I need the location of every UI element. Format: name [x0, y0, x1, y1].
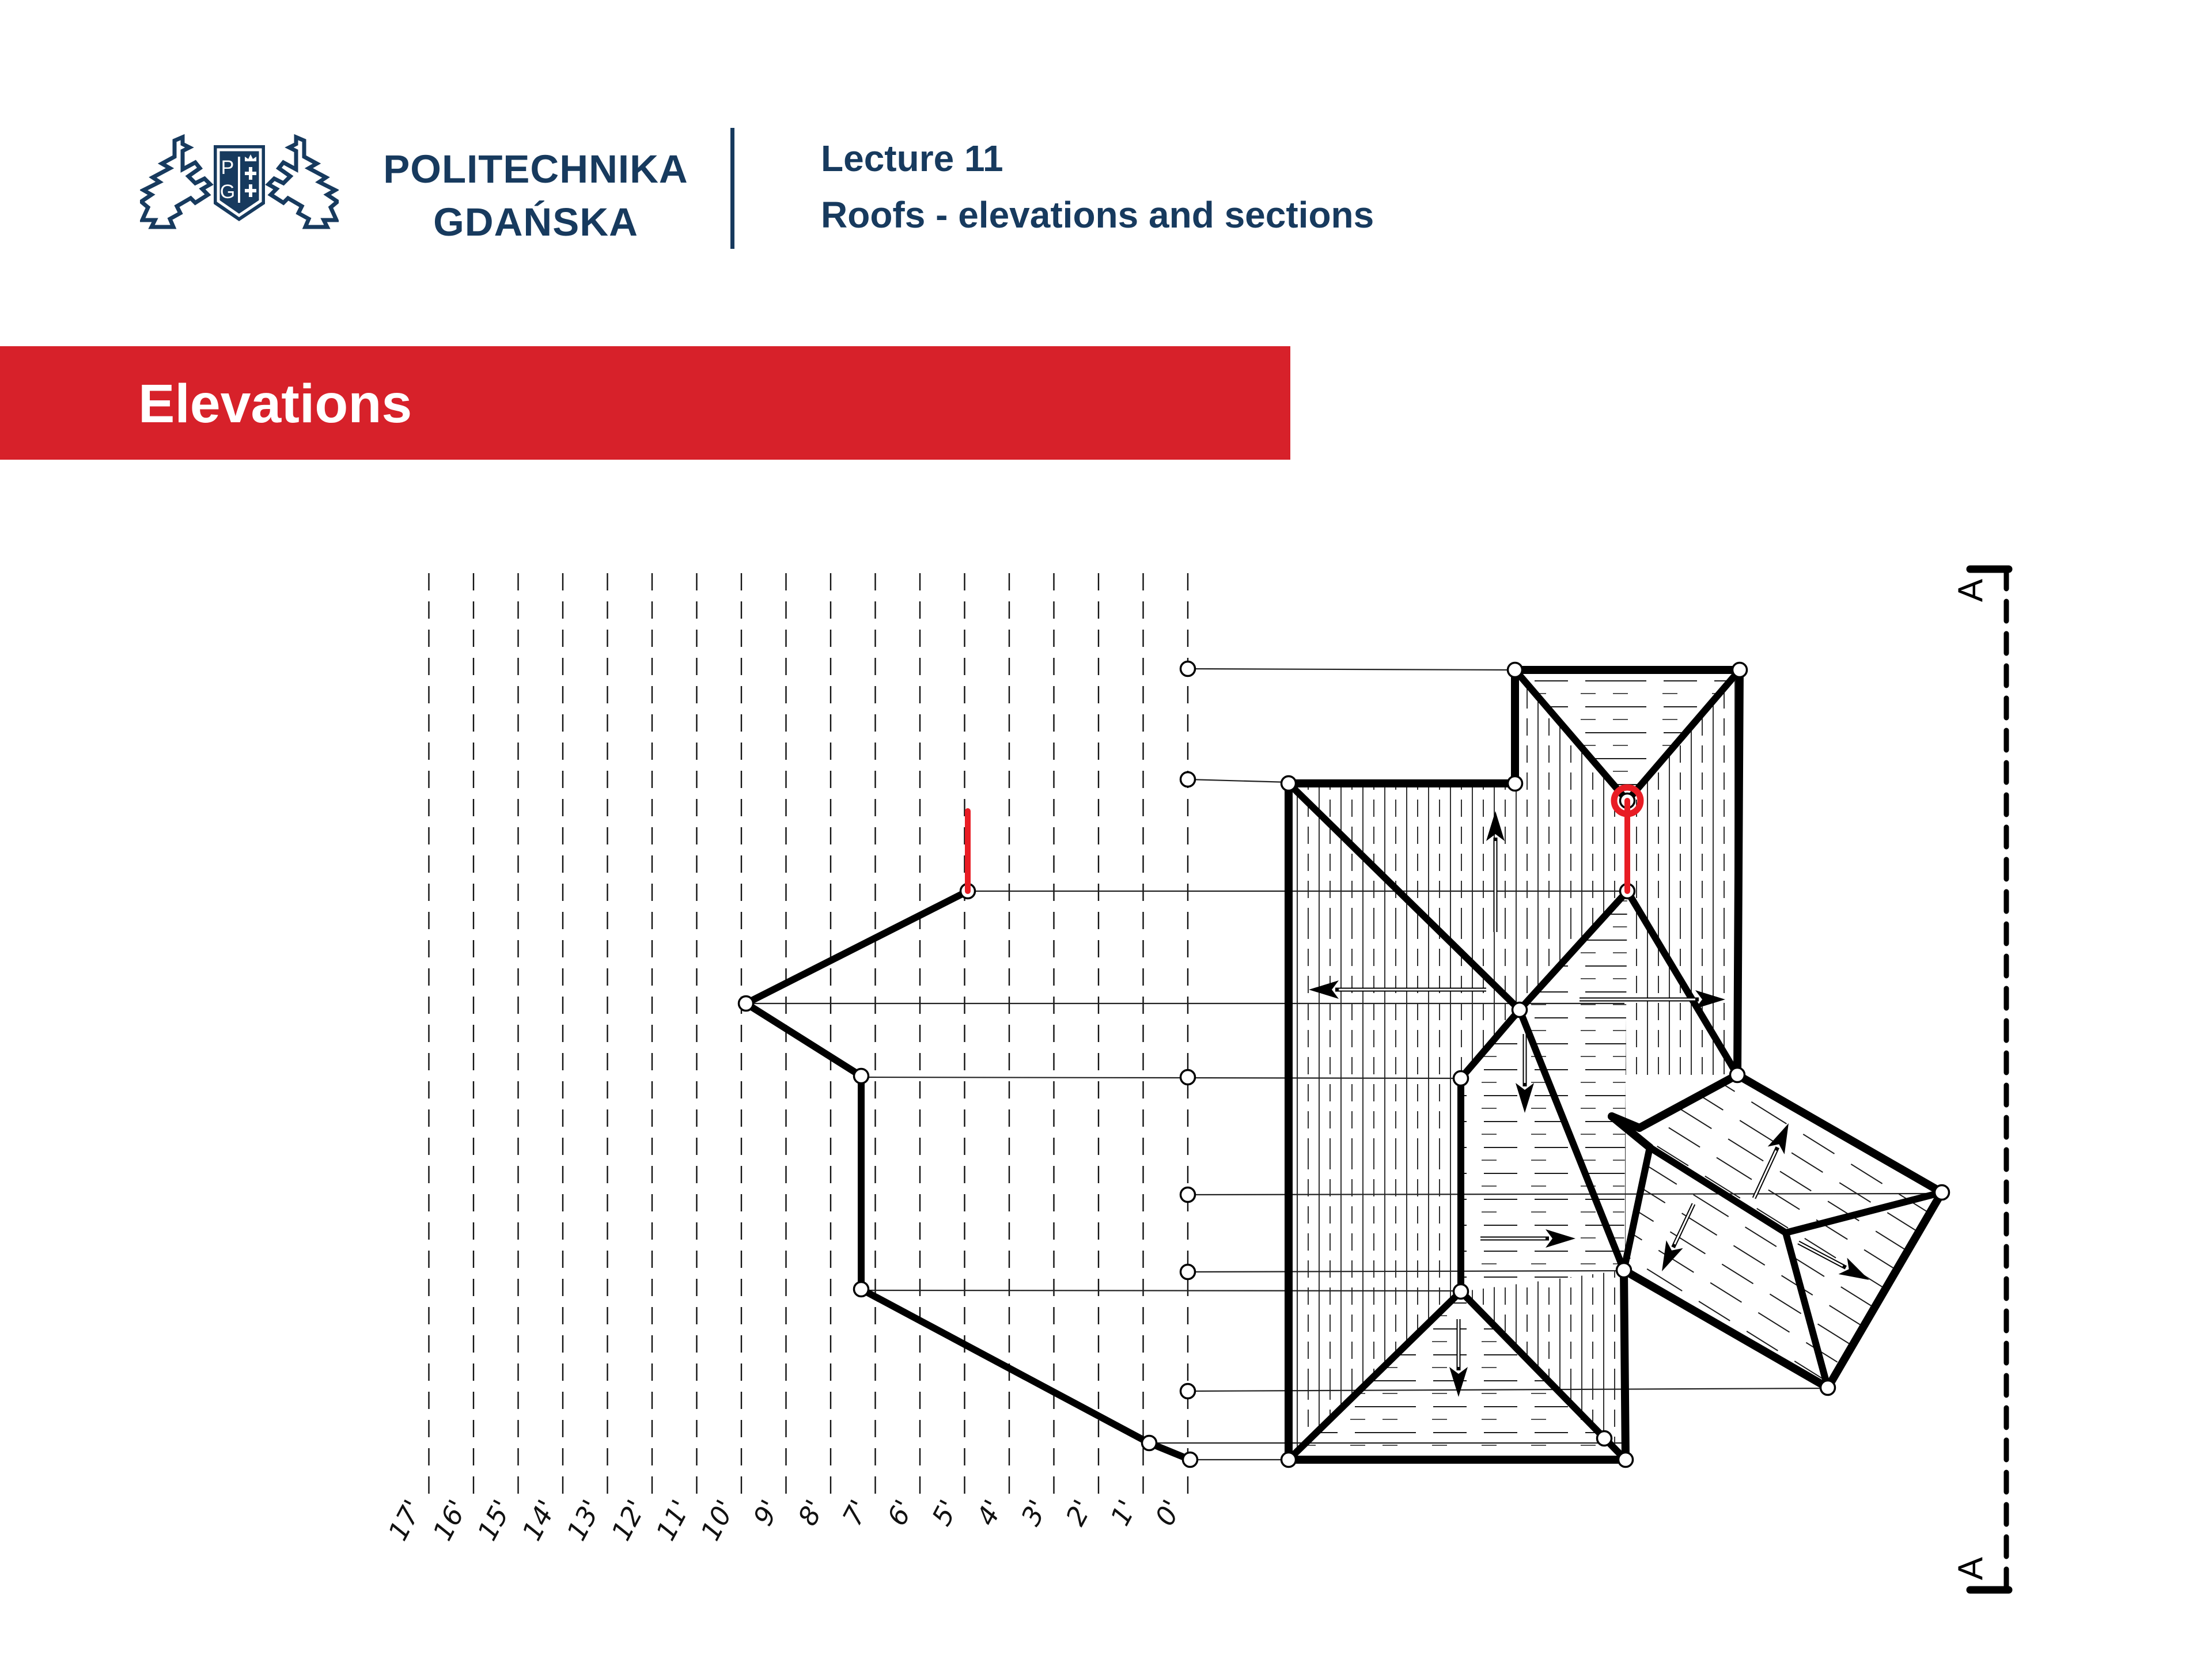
grid-label-15: 15' — [471, 1494, 518, 1546]
grid-label-13: 13' — [560, 1494, 608, 1546]
node-circle — [1181, 1384, 1195, 1399]
node-circle — [1508, 777, 1522, 791]
grid-label-12: 12' — [605, 1494, 652, 1546]
node-circle — [1617, 1263, 1631, 1278]
node-circle — [1619, 1453, 1633, 1467]
grid-label-17: 17' — [382, 1494, 429, 1546]
projection-line — [1188, 779, 1289, 782]
node-circle — [854, 1282, 869, 1297]
node-circle — [1181, 1070, 1195, 1085]
grid-label-14: 14' — [516, 1494, 563, 1546]
elevation-outline-edge — [746, 891, 968, 1003]
grid-label-1: 1' — [1104, 1494, 1143, 1531]
node-circle — [739, 997, 753, 1011]
section-banner-title: Elevations — [138, 373, 412, 434]
elevation-outline-edge — [746, 1003, 861, 1076]
node-circle — [1821, 1381, 1835, 1395]
node-circle — [1181, 1188, 1195, 1202]
node-circle — [1181, 772, 1195, 787]
node-circle — [1733, 663, 1747, 677]
roof-outline-edge — [1624, 1270, 1626, 1460]
grid-label-7: 7' — [836, 1494, 876, 1531]
section-label-top: A — [1951, 578, 1990, 603]
roof-outline-edge — [1737, 670, 1740, 1075]
university-line2: GDAŃSKA — [433, 200, 638, 244]
node-circle — [1935, 1185, 1949, 1200]
university-line1: POLITECHNIKA — [383, 147, 688, 191]
grid-label-10: 10' — [694, 1494, 741, 1546]
grid-label-5: 5' — [925, 1494, 965, 1531]
elevation-outline-edge — [861, 1289, 1149, 1443]
section-label-bottom: A — [1951, 1556, 1990, 1581]
node-circle — [1282, 1453, 1296, 1467]
logo-letter-g: G — [219, 181, 236, 203]
roof-face-region — [1612, 1075, 1942, 1388]
node-circle — [1508, 663, 1522, 677]
node-circle — [1181, 662, 1195, 676]
node-circle — [1454, 1071, 1468, 1086]
projection-line — [1188, 669, 1515, 670]
node-circle — [1181, 1265, 1195, 1279]
grid-label-8: 8' — [791, 1494, 831, 1531]
node-circle — [1730, 1068, 1745, 1082]
grid-label-0: 0' — [1149, 1494, 1188, 1531]
node-circle — [1513, 1003, 1527, 1017]
grid-label-11: 11' — [650, 1494, 697, 1546]
grid-label-4: 4' — [970, 1494, 1009, 1531]
lecture-topic: Roofs - elevations and sections — [821, 194, 1374, 236]
logo-letter-p: P — [221, 157, 234, 179]
lecture-number: Lecture 11 — [821, 138, 1003, 179]
node-circle — [1597, 1431, 1612, 1446]
node-circle — [854, 1069, 869, 1084]
projection-line — [861, 1290, 1461, 1291]
node-circle — [1142, 1436, 1157, 1450]
grid-label-3: 3' — [1014, 1494, 1054, 1531]
node-circle — [1282, 777, 1296, 791]
node-circle — [1454, 1285, 1468, 1299]
grid-label-16: 16' — [426, 1494, 474, 1546]
node-circle — [1183, 1453, 1198, 1467]
grid-label-2: 2' — [1059, 1494, 1099, 1531]
grid-label-9: 9' — [747, 1494, 786, 1531]
grid-label-6: 6' — [881, 1494, 920, 1531]
